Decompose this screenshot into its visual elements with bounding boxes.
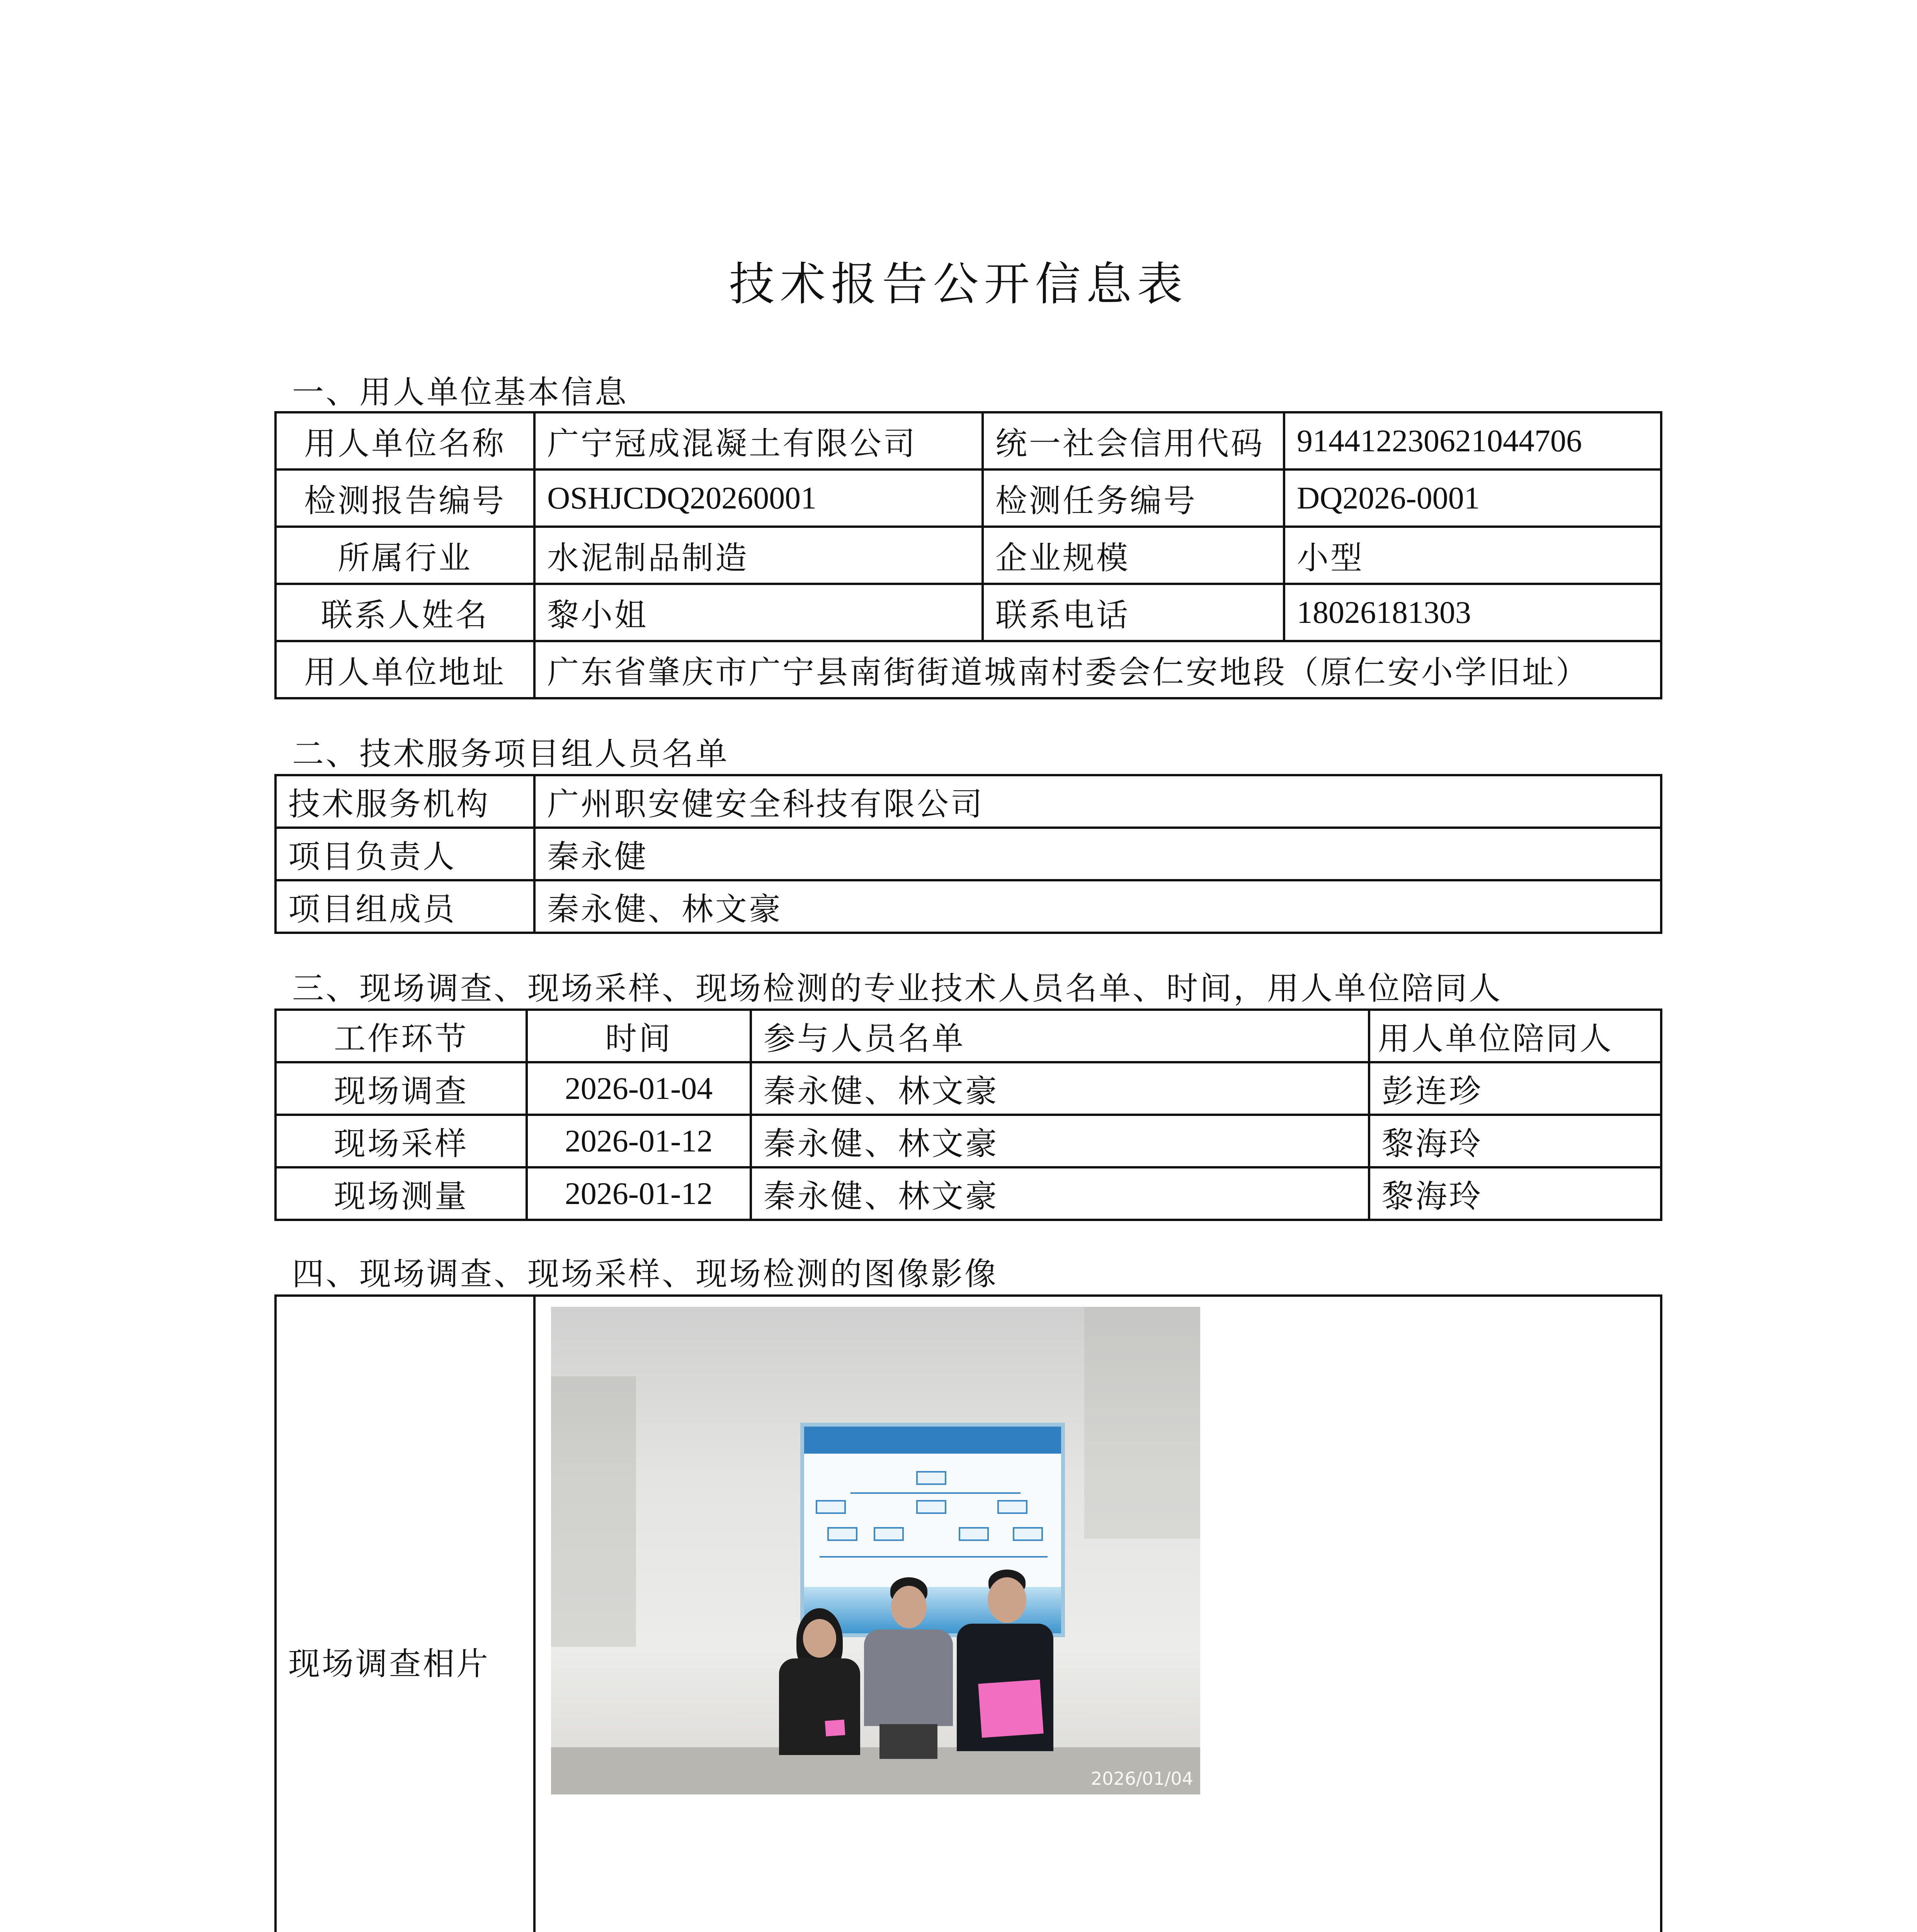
work-stage-cell: 现场测量	[276, 1167, 527, 1220]
board-chart-line	[850, 1492, 1021, 1494]
photo-cell	[534, 1296, 1661, 1932]
basic-info-table	[274, 411, 1662, 699]
industry-label: 所属行业	[276, 527, 534, 584]
table-row	[276, 641, 1661, 698]
board-chart-box	[959, 1527, 989, 1541]
board-chart-box	[827, 1527, 857, 1541]
board-header-band	[804, 1427, 1061, 1454]
credit-code-label: 统一社会信用代码	[983, 412, 1284, 469]
address-label: 用人单位地址	[276, 641, 534, 698]
table-header-row	[276, 1010, 1661, 1062]
escort-cell: 彭连珍	[1369, 1062, 1661, 1115]
photo-person-middle	[864, 1577, 953, 1759]
person-face	[803, 1619, 836, 1658]
board-chart-box	[1013, 1527, 1043, 1541]
board-chart-box	[916, 1471, 946, 1485]
service-org-label: 技术服务机构	[276, 775, 534, 828]
contact-phone-label: 联系电话	[983, 584, 1284, 641]
date-cell: 2026-01-12	[527, 1115, 751, 1167]
person-face	[891, 1586, 927, 1628]
date-cell: 2026-01-12	[527, 1167, 751, 1220]
photo-timestamp: 2026/01/04	[1090, 1768, 1193, 1789]
participants-cell: 秦永健、林文豪	[751, 1062, 1369, 1115]
contact-name-value: 黎小姐	[534, 584, 983, 641]
photo-row-label: 现场调查相片	[276, 1296, 534, 1932]
board-chart-box	[916, 1500, 946, 1514]
header-participants: 参与人员名单	[751, 1010, 1369, 1062]
header-escort: 用人单位陪同人	[1369, 1010, 1661, 1062]
table-row	[276, 527, 1661, 584]
photo-person-right	[957, 1570, 1053, 1763]
board-chart-box	[816, 1500, 846, 1514]
board-chart-box	[997, 1500, 1027, 1514]
company-size-value: 小型	[1284, 527, 1661, 584]
credit-code-value: 914412230621044706	[1284, 412, 1661, 469]
project-members-value: 秦永健、林文豪	[534, 880, 1661, 933]
work-stage-cell: 现场采样	[276, 1115, 527, 1167]
project-leader-value: 秦永健	[534, 828, 1661, 880]
date-cell: 2026-01-04	[527, 1062, 751, 1115]
escort-cell: 黎海玲	[1369, 1167, 1661, 1220]
task-number-value: DQ2026-0001	[1284, 469, 1661, 527]
table-row	[276, 1167, 1661, 1220]
person-pink-folder	[978, 1680, 1043, 1738]
photo-wall-stain	[1084, 1307, 1200, 1539]
site-survey-photo	[551, 1307, 1200, 1794]
page-title: 技术报告公开信息表	[729, 257, 1188, 311]
work-stage-cell: 现场调查	[276, 1062, 527, 1115]
table-row	[276, 1062, 1661, 1115]
photo-wall-stain	[551, 1376, 636, 1647]
table-row	[276, 880, 1661, 933]
table-row	[276, 584, 1661, 641]
company-size-label: 企业规模	[983, 527, 1284, 584]
participants-cell: 秦永健、林文豪	[751, 1167, 1369, 1220]
table-row	[276, 469, 1661, 527]
project-leader-label: 项目负责人	[276, 828, 534, 880]
table-row	[276, 828, 1661, 880]
employer-name-label: 用人单位名称	[276, 412, 534, 469]
service-org-value: 广州职安健安全科技有限公司	[534, 775, 1661, 828]
section2-heading: 二、技术服务项目组人员名单	[292, 736, 730, 772]
employer-name-value: 广宁冠成混凝土有限公司	[534, 412, 983, 469]
person-hoodie	[864, 1629, 953, 1726]
photo-table	[274, 1294, 1662, 1932]
report-number-label: 检测报告编号	[276, 469, 534, 527]
table-row	[276, 412, 1661, 469]
person-face	[988, 1577, 1026, 1623]
board-chart-box	[874, 1527, 904, 1541]
industry-value: 水泥制品制造	[534, 527, 983, 584]
section4-heading: 四、现场调查、现场采样、现场检测的图像影像	[292, 1256, 998, 1293]
table-row	[276, 1296, 1661, 1932]
contact-phone-value: 18026181303	[1284, 584, 1661, 641]
address-value: 广东省肇庆市广宁县南街街道城南村委会仁安地段（原仁安小学旧址）	[534, 641, 1661, 698]
table-row	[276, 775, 1661, 828]
task-number-label: 检测任务编号	[983, 469, 1284, 527]
person-paper	[825, 1719, 845, 1736]
person-legs	[879, 1724, 937, 1759]
photo-person-left	[779, 1608, 860, 1751]
escort-cell: 黎海玲	[1369, 1115, 1661, 1167]
participants-cell: 秦永健、林文豪	[751, 1115, 1369, 1167]
board-chart-line	[820, 1556, 1048, 1558]
report-number-value: OSHJCDQ20260001	[534, 469, 983, 527]
table-row	[276, 1115, 1661, 1167]
header-time: 时间	[527, 1010, 751, 1062]
section3-heading: 三、现场调查、现场采样、现场检测的专业技术人员名单、时间，用人单位陪同人	[292, 970, 1503, 1007]
header-work-stage: 工作环节	[276, 1010, 527, 1062]
section1-heading: 一、用人单位基本信息	[292, 374, 629, 411]
fieldwork-table	[274, 1009, 1662, 1221]
person-coat	[779, 1658, 860, 1755]
project-members-label: 项目组成员	[276, 880, 534, 933]
contact-name-label: 联系人姓名	[276, 584, 534, 641]
team-table	[274, 774, 1662, 934]
